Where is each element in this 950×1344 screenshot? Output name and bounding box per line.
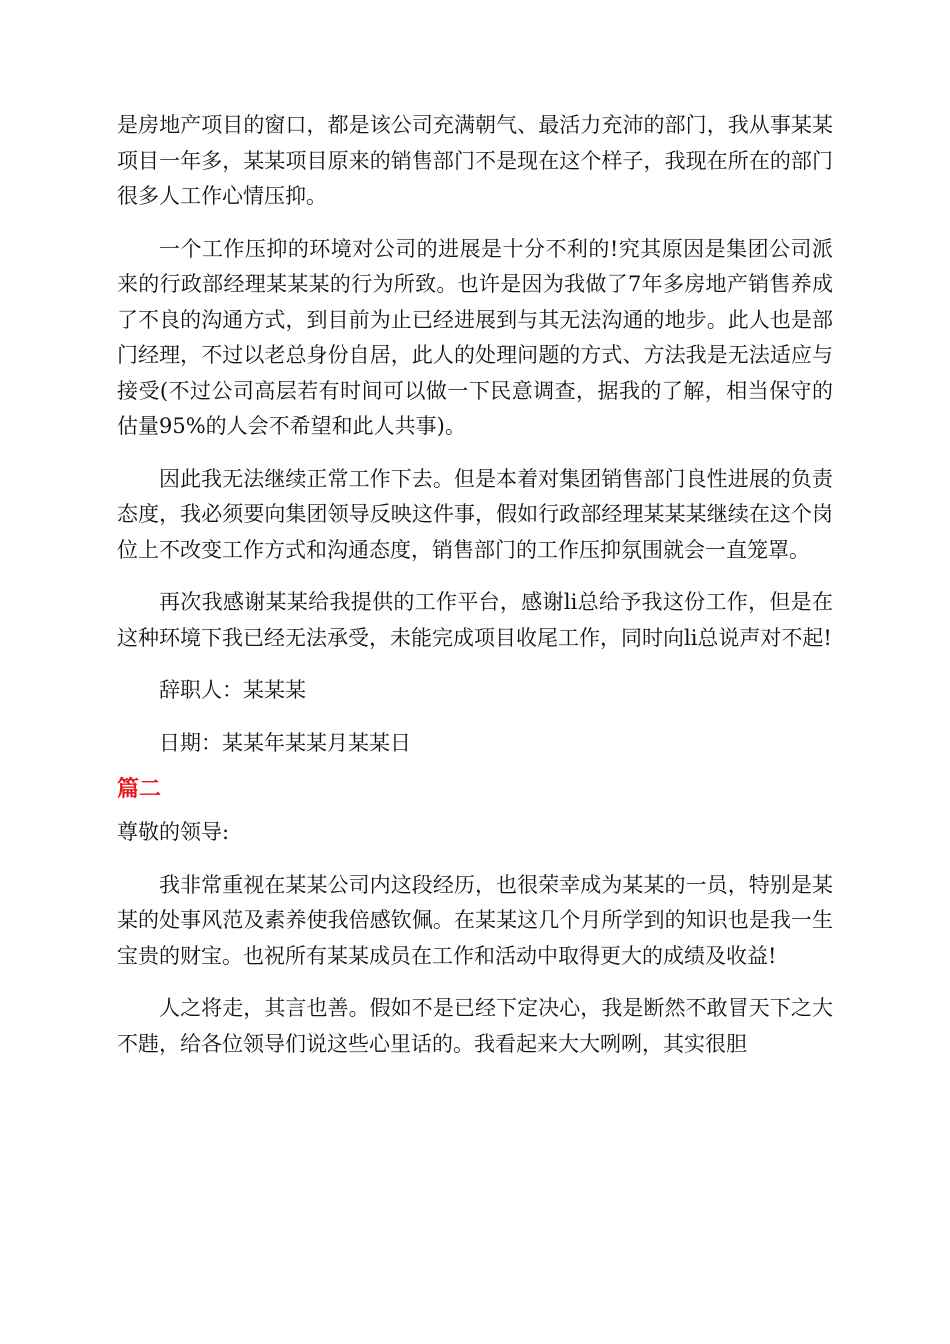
salutation: 尊敬的领导: — [117, 820, 230, 844]
date-line: 日期：某某年某某月某某日 — [159, 730, 411, 755]
paragraph-work-environment: 一个工作压抑的环境对公司的进展是十分不利的!究其原因是集团公司派来的行政部经理某某某的行为所致。也许是因为我做了7年多房地产销售养成了不良的沟通方式，到目前为止已经进展到与其无法沟通的地步。此人也是部门经理，不过以老总身份自居，此人的处理问题的方式、方法我是无法适应与接受(不过公司高层若有时间可以做一下民意调查，据我的了解，相当保守的估量95%的人会不希望和此人共事)。 — [117, 236, 833, 438]
signer-line: 辞职人：某某某 — [159, 678, 306, 702]
paragraph-thanks: 再次我感谢某某给我提供的工作平台，感谢li总给予我这份工作，但是在这种环境下我已经无法承受，未能完成项目收尾工作，同时向li总说声对不起! — [117, 590, 833, 650]
paragraph-experience: 我非常重视在某某公司内这段经历，也很荣幸成为某某的一员，特别是某某的处事风范及素养使我倍感钦佩。在某某这几个月所学到的知识也是我一生宝贵的财宝。也祝所有某某成员在工作和活动中取得更大的成绩及收益! — [117, 872, 833, 968]
document-page — [117, 108, 833, 1062]
section-heading: 篇二 — [117, 777, 162, 802]
paragraph-continuation: 是房地产项目的窗口，都是该公司充满朝气、最活力充沛的部门，我从事某某项目一年多，某某项目原来的销售部门不是现在这个样子，我现在所在的部门很多人工作心情压抑。 — [117, 113, 833, 208]
paragraph-parting-words: 人之将走，其言也善。假如不是已经下定决心，我是断然不敢冒天下之大不韪，给各位领导们说这些心里话的。我看起来大大咧咧，其实很胆 — [117, 996, 833, 1056]
paragraph-cannot-continue: 因此我无法继续正常工作下去。但是本着对集团销售部门良性进展的负责态度，我必须要向集团领导反映这件事，假如行政部经理某某某继续在这个岗位上不改变工作方式和沟通态度，销售部门的工作压抑氛围就会一直笼罩。 — [117, 466, 833, 562]
